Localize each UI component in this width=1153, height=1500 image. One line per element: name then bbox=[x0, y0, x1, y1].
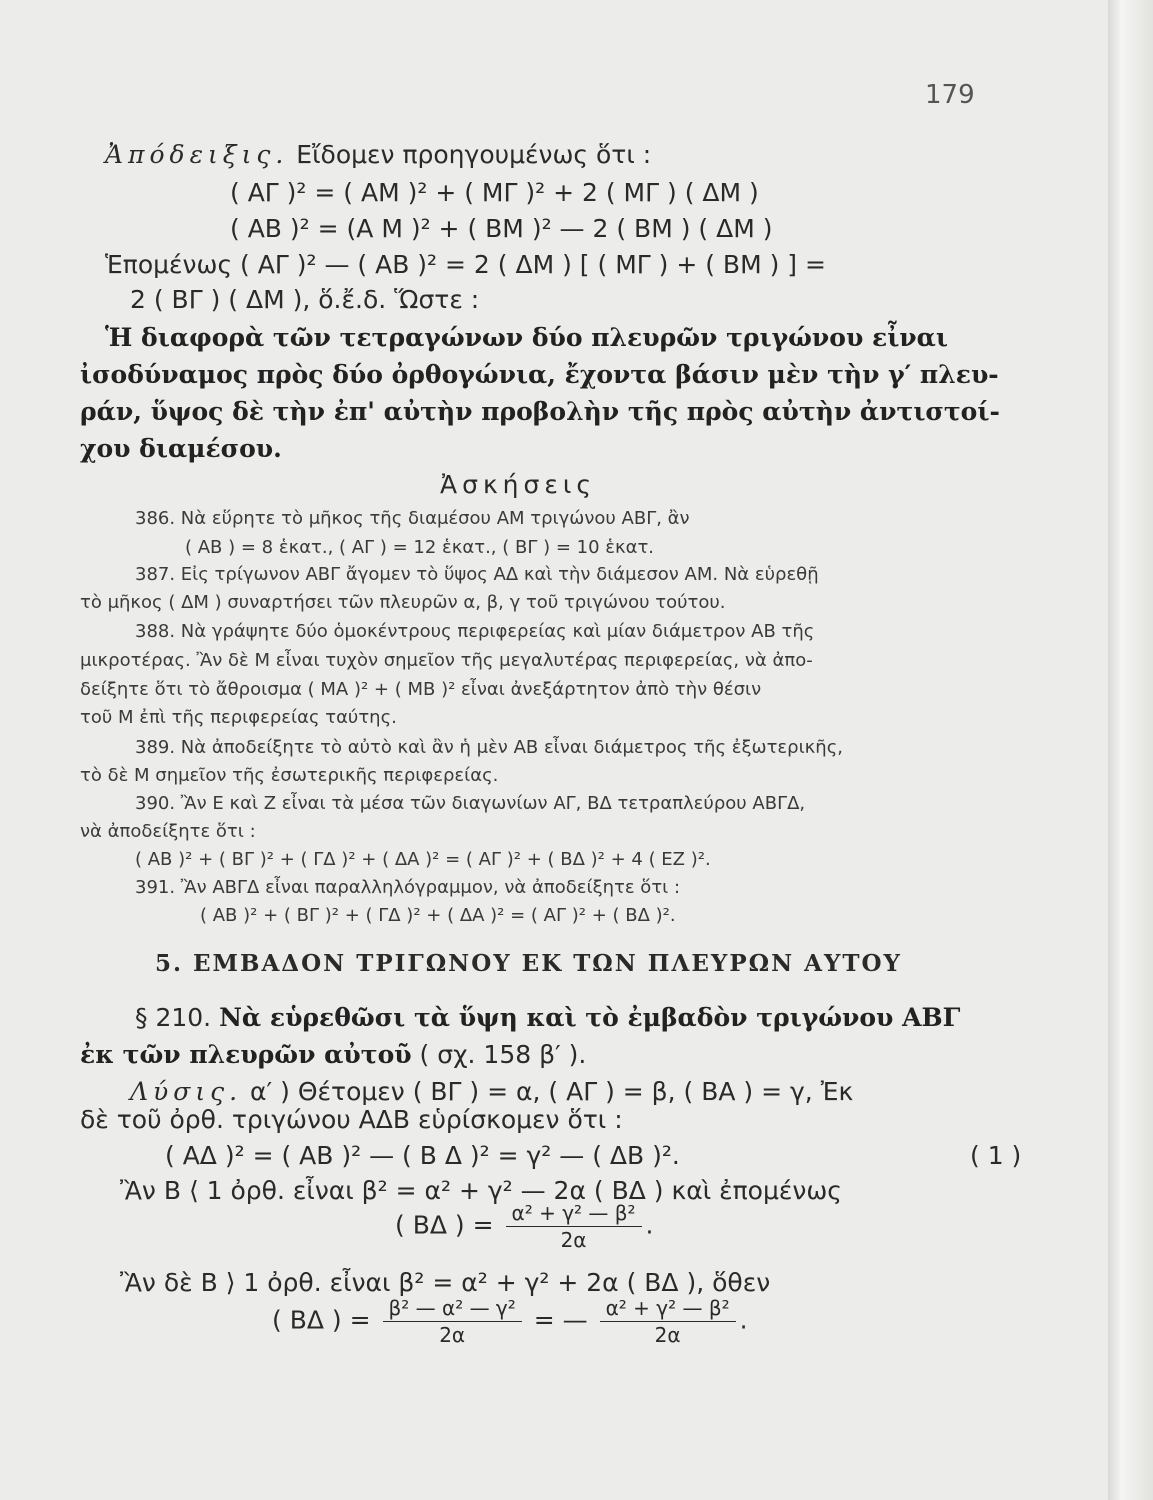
proof-equation-4: 2 ( ΒΓ ) ( ΔΜ ), ὅ.ἔ.δ. Ὥστε : bbox=[130, 285, 480, 314]
fraction-equation-1 bbox=[395, 1200, 654, 1253]
fraction-1-end: . bbox=[645, 1210, 654, 1240]
exercise-386-line-2: ( ΑΒ ) = 8 ἑκατ., ( ΑΓ ) = 12 ἑκατ., ( ΒΓ ) = 10 ἑκατ. bbox=[185, 537, 655, 558]
fraction-2b-numerator: α² + γ² — β² bbox=[600, 1295, 736, 1322]
solution-line-2: δὲ τοῦ ὀρθ. τριγώνου ΑΔΒ εὑρίσκομεν ὅτι : bbox=[80, 1105, 623, 1134]
theorem-line-2: ἰσοδύναμος πρὸς δύο ὀρθογώνια, ἔχοντα βάσιν μὲν τὴν γ′ πλευ- bbox=[80, 360, 999, 389]
fraction-1 bbox=[506, 1200, 642, 1253]
solution-line-4: Ἂν δὲ Β ⟩ 1 ὀρθ. εἶναι β² = α² + γ² + 2α ( ΒΔ ), ὅθεν bbox=[120, 1268, 771, 1297]
exercise-390-line-1: 390. Ἂν Ε καὶ Ζ εἶναι τὰ μέσα τῶν διαγωνίων ΑΓ, ΒΔ τετραπλεύρου ΑΒΓΔ, bbox=[135, 793, 806, 814]
page-number: 179 bbox=[925, 80, 975, 110]
exercise-391-line-2: ( ΑΒ )² + ( ΒΓ )² + ( ΓΔ )² + ( ΔΑ )² = ( ΑΓ )² + ( ΒΔ )². bbox=[200, 905, 676, 926]
solution-line-1 bbox=[130, 1077, 853, 1106]
proof-label: Ἀπόδειξις. bbox=[105, 140, 289, 169]
solution-label: Λύσις. bbox=[130, 1077, 243, 1106]
exercise-389-line-2: τὸ δὲ Μ σημεῖον τῆς ἐσωτερικῆς περιφερείας. bbox=[80, 765, 499, 786]
paragraph-title-2: ἐκ τῶν πλευρῶν αὐτοῦ bbox=[80, 1040, 412, 1069]
exercise-387-line-1: 387. Εἰς τρίγωνον ΑΒΓ ἄγομεν τὸ ὕψος ΑΔ καὶ τὴν διάμεσον ΑΜ. Νὰ εὑρεθῇ bbox=[135, 564, 819, 585]
paragraph-number: § 210. bbox=[135, 1003, 212, 1032]
fraction-2a-numerator: β² — α² — γ² bbox=[383, 1295, 522, 1322]
paragraph-title-1: Νὰ εὑρεθῶσι τὰ ὕψη καὶ τὸ ἐμβαδὸν τριγώνου ΑΒΓ bbox=[219, 1003, 961, 1032]
theorem-line-1: Ἡ διαφορὰ τῶν τετραγώνων δύο πλευρῶν τριγώνου εἶναι bbox=[105, 323, 948, 352]
equation-1-tag: ( 1 ) bbox=[970, 1141, 1022, 1170]
paragraph-title-line-2 bbox=[80, 1040, 586, 1069]
fraction-2-lhs: ( ΒΔ ) = bbox=[272, 1305, 371, 1335]
solution-text-1: α′ ) Θέτομεν ( ΒΓ ) = α, ( ΑΓ ) = β, ( ΒΑ ) = γ, Ἐκ bbox=[250, 1077, 854, 1106]
exercise-389-line-1: 389. Νὰ ἀποδείξητε τὸ αὐτὸ καὶ ἂν ἡ μὲν ΑΒ εἶναι διάμετρος τῆς ἐξωτερικῆς, bbox=[135, 737, 843, 758]
fraction-1-numerator: α² + γ² — β² bbox=[506, 1200, 642, 1227]
theorem-line-4: χου διαμέσου. bbox=[80, 434, 282, 463]
fraction-2-middle: = — bbox=[533, 1305, 588, 1335]
figure-reference: ( σχ. 158 β′ ). bbox=[419, 1040, 587, 1069]
fraction-2-end: . bbox=[739, 1305, 748, 1335]
equation-1: ( ΑΔ )² = ( ΑΒ )² — ( Β Δ )² = γ² — ( ΔΒ )². bbox=[165, 1141, 680, 1170]
exercise-390-line-2: νὰ ἀποδείξητε ὅτι : bbox=[80, 821, 256, 842]
fraction-2b-denominator: 2α bbox=[654, 1323, 681, 1347]
proof-equation-3: Ἑπομένως ( ΑΓ )² — ( ΑΒ )² = 2 ( ΔΜ ) [ ( ΜΓ ) + ( ΒΜ ) ] = bbox=[105, 250, 826, 279]
page-binding-edge bbox=[1108, 0, 1153, 1500]
section-heading: 5. ΕΜΒΑΔΟΝ ΤΡΙΓΩΝΟΥ ΕΚ ΤΩΝ ΠΛΕΥΡΩΝ ΑΥΤΟΥ bbox=[155, 950, 902, 977]
fraction-1-lhs: ( ΒΔ ) = bbox=[395, 1210, 494, 1240]
exercise-387-line-2: τὸ μῆκος ( ΔΜ ) συναρτήσει τῶν πλευρῶν α, β, γ τοῦ τριγώνου τούτου. bbox=[80, 592, 726, 613]
exercises-title: Ἀσκήσεις bbox=[440, 470, 597, 499]
exercise-388-line-2: μικροτέρας. Ἂν δὲ Μ εἶναι τυχὸν σημεῖον τῆς μεγαλυτέρας περιφερείας, νὰ ἀπο- bbox=[80, 650, 813, 671]
fraction-2a bbox=[383, 1295, 522, 1348]
fraction-equation-2 bbox=[272, 1295, 748, 1348]
exercise-388-line-4: τοῦ Μ ἐπὶ τῆς περιφερείας ταύτης. bbox=[80, 707, 397, 728]
exercise-390-line-3: ( ΑΒ )² + ( ΒΓ )² + ( ΓΔ )² + ( ΔΑ )² = ( ΑΓ )² + ( ΒΔ )² + 4 ( ΕΖ )². bbox=[135, 849, 711, 870]
fraction-2b bbox=[600, 1295, 736, 1348]
proof-intro-line bbox=[105, 140, 651, 169]
exercise-391-line-1: 391. Ἂν ΑΒΓΔ εἶναι παραλληλόγραμμον, νὰ ἀποδείξητε ὅτι : bbox=[135, 877, 681, 898]
theorem-line-3: ράν, ὕψος δὲ τὴν ἐπ' αὐτὴν προβολὴν τῆς πρὸς αὐτὴν ἀντιστοί- bbox=[80, 397, 1000, 426]
exercise-388-line-1: 388. Νὰ γράψητε δύο ὁμοκέντρους περιφερείας καὶ μίαν διάμετρον ΑΒ τῆς bbox=[135, 621, 815, 642]
exercise-386-line-1: 386. Νὰ εὕρητε τὸ μῆκος τῆς διαμέσου ΑΜ τριγώνου ΑΒΓ, ἂν bbox=[135, 508, 690, 529]
paragraph-title-line-1 bbox=[135, 1003, 960, 1032]
fraction-2a-denominator: 2α bbox=[439, 1323, 466, 1347]
proof-equation-2: ( ΑΒ )² = (Α Μ )² + ( ΒΜ )² — 2 ( ΒΜ ) ( ΔΜ ) bbox=[230, 214, 773, 243]
fraction-1-denominator: 2α bbox=[560, 1228, 587, 1252]
proof-intro: Εἴδομεν προηγουμένως ὅτι : bbox=[296, 140, 652, 169]
proof-equation-1: ( ΑΓ )² = ( ΑΜ )² + ( ΜΓ )² + 2 ( ΜΓ ) ( ΔΜ ) bbox=[230, 178, 759, 207]
solution-line-3: Ἂν Β ⟨ 1 ὀρθ. εἶναι β² = α² + γ² — 2α ( ΒΔ ) καὶ ἐπομένως bbox=[120, 1176, 842, 1205]
exercise-388-line-3: δείξητε ὅτι τὸ ἄθροισμα ( ΜΑ )² + ( ΜΒ )² εἶναι ἀνεξάρτητον ἀπὸ τὴν θέσιν bbox=[80, 679, 762, 700]
